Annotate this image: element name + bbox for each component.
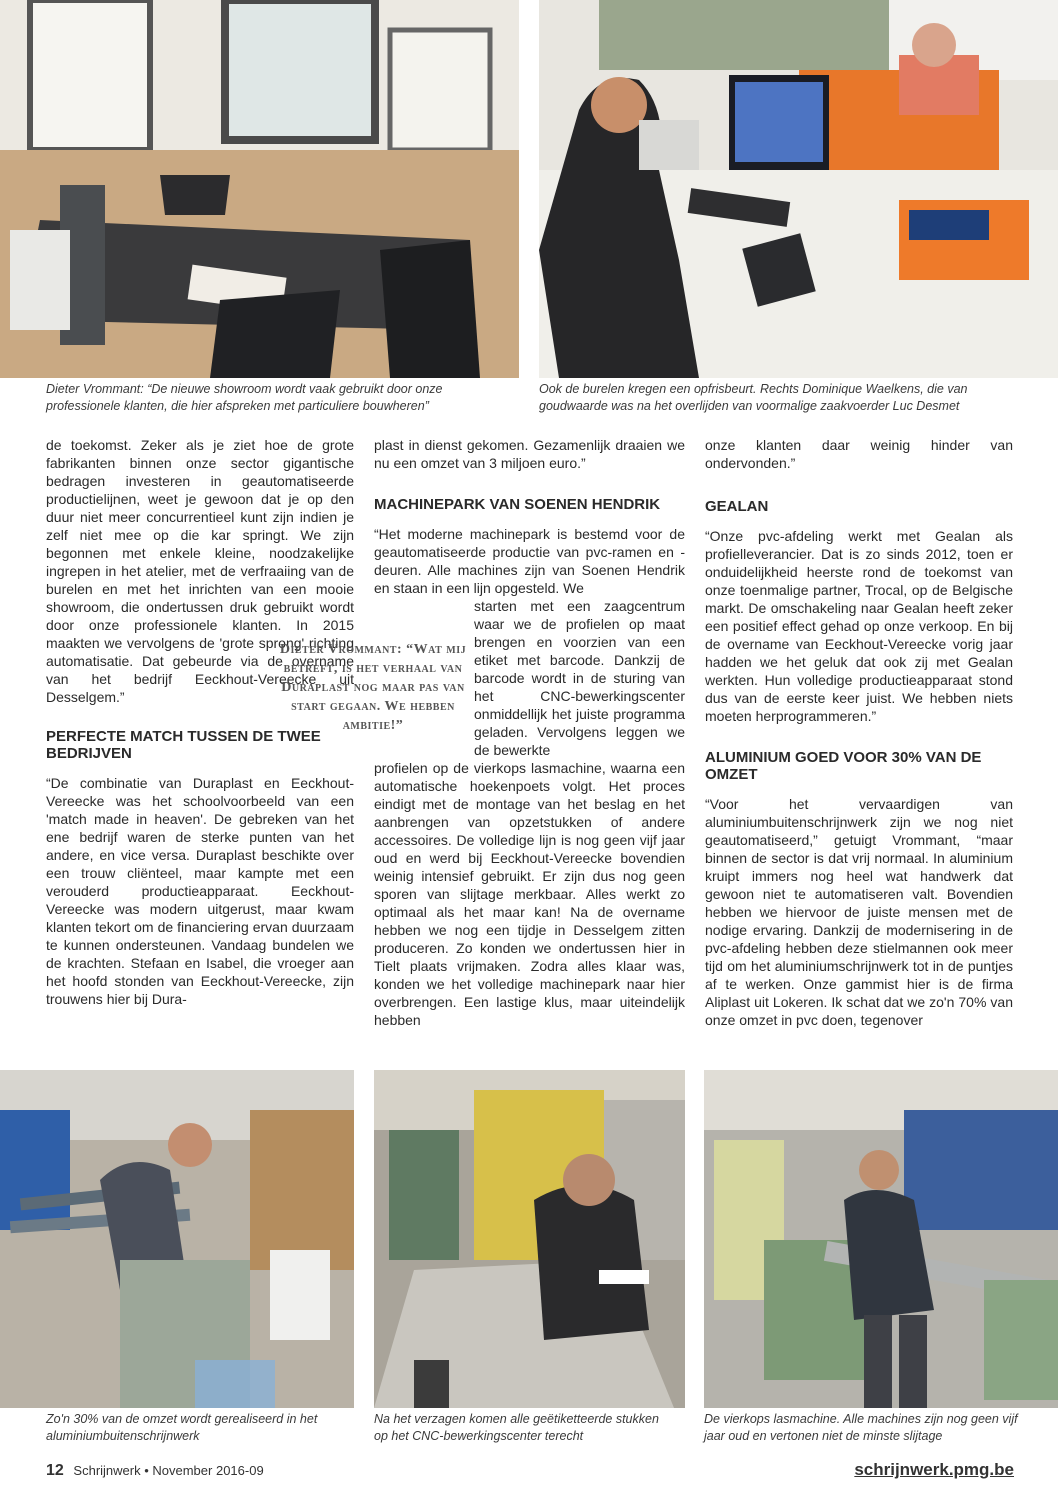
- column3-paragraph-aluminium: “Voor het vervaardigen van aluminiumbuitenschrijnwerk zijn we nog niet geautomatiseerd,” getuigt Vrommant, “maar binnen de sector is dat vrij normaal. In aluminium kruipt immers nog heel wat handwerk dat gewoon niet te automatiseren valt. Bovendien hebben we hiervoor de juiste mensen met de nodige ervaring. Dankzij de modernisering in de pvc-afdeling hebben deze stielmannen ook meer tijd om het aluminiumschrijnwerk tot in de puntjes af te werken. Onze gammist hier is de firma Aliplast uit Lokeren. Ik schat dat we zo'n 70% van onze omzet in pvc doen, tegenover: [705, 796, 1013, 1028]
- office-photo: [539, 0, 1058, 378]
- cnc-center-caption: Na het verzagen komen alle geëtiketteerde stukken op het CNC-bewerkingscenter terecht: [374, 1412, 659, 1443]
- heading-aluminium: ALUMINIUM GOED VOOR 30% VAN DE OMZET: [705, 749, 982, 783]
- column3-paragraph-gealan: “Onze pvc-afdeling werkt met Gealan als profielleverancier. Dat is zo sinds 2012, toen er onduidelijkheid heerste rond de toekomst van onze toenmalige partner, Trocal, op de Belgische markt. De omschakeling naar Gealan heeft zeker een positief effect gehad op onze verkoop. En bij de overname van Eeckhout-Vereecke vorig jaar hadden we het geluk dat ook zij met Gealan werkten. Hun volledige productieapparaat stond dus van de eerste keer juist. We hebben niets moeten herprogrammeren.”: [705, 528, 1013, 724]
- showroom-caption: Dieter Vrommant: “De nieuwe showroom wordt vaak gebruikt door onze professionele klanten, die hier afspreken met particuliere bouwheren”: [46, 382, 443, 413]
- page-number: 12: [46, 1462, 64, 1479]
- heading-perfecte-match: PERFECTE MATCH TUSSEN DE TWEE BEDRIJVEN: [46, 728, 321, 762]
- heading-gealan: GEALAN: [705, 498, 769, 515]
- column2-paragraph-omzet: plast in dienst gekomen. Gezamenlijk draaien we nu een omzet van 3 miljoen euro.”: [374, 437, 685, 471]
- cnc-center-photo: [374, 1070, 685, 1408]
- column1-paragraph-combinatie: “De combinatie van Duraplast en Eeckhout-Vereecke was het schoolvoorbeeld van een 'match made in heaven'. De gebreken van het ene bedrijf waren de sterke punten van het andere, en vice versa. Duraplast beschikte over een trouw cliënteel, maar kampte met een verouderd productieapparaat. Eeckhout-Vereecke was modern uitgerust, maar kwam klanten tekort om de financiering ervan duurzaam te kunnen ondersteunen. Vandaag bundelen we de krachten. Stefaan en Isabel, die vroeger aan het hoofd stonden van Eeckhout-Vereecke, zijn trouwens hier bij Dura-: [46, 775, 354, 1007]
- column2-paragraph-machinepark-b: starten met een zaagcentrum waar we de profielen op maat brengen en voorzien van een etiket met barcode. Dankzij de barcode wordt in de sturing van het CNC-bewerkingscenter onmiddellijk het juiste programma geladen. Vervolgens leggen we de bewerkte: [474, 598, 685, 758]
- website-link[interactable]: schrijnwerk.pmg.be: [854, 1460, 1014, 1479]
- article-column-3: [705, 436, 1013, 1029]
- aluminium-workshop-photo: [0, 1070, 354, 1408]
- showroom-photo: [0, 0, 519, 378]
- page-footer-info: [46, 1462, 264, 1480]
- heading-machinepark: MACHINEPARK VAN SOENEN HENDRIK: [374, 496, 661, 513]
- column1-paragraph-intro: de toekomst. Zeker als je ziet hoe de grote fabrikanten binnen onze sector gigantische bedragen investeren in geautomatiseerde productielijnen, weet je gewoon dat je op den duur niet meer concurrentieel kunt zijn indien je zelf niet mee op die kar springt. We zijn begonnen met enkele kleine, noodzakelijke ingrepen in het atelier, met de verfraaiing van de burelen en met het inrichten van een mooie showroom, die ondertussen druk gebruikt wordt door onze professionele klanten. In 2015 maakten we vervolgens de 'grote sprong' richting automatisatie. Dat gebeurde via de overname van het bedrijf Eeckhout-Vereecke uit Desselgem.”: [46, 437, 354, 705]
- column2-paragraph-machinepark-a: “Het moderne machinepark is bestemd voor de geautomatiseerde productie van pvc-ramen en -deuren. Alle machines zijn van Soenen Hendrik en staan in een lijn opgesteld. We: [374, 526, 685, 596]
- aluminium-workshop-caption: Zo'n 30% van de omzet wordt gerealiseerd in het aluminiumbuitenschrijnwerk: [46, 1412, 318, 1443]
- welding-machine-caption: De vierkops lasmachine. Alle machines zijn nog geen vijf jaar oud en vertonen niet de minste slijtage: [704, 1412, 1018, 1443]
- publication-name: Schrijnwerk • November 2016-09: [73, 1463, 264, 1478]
- column2-paragraph-machinepark-c: profielen op de vierkops lasmachine, waarna een automatische hoekenpoets volgt. Het proces eindigt met de montage van het beslag en het aanbrengen van opzetstukken of andere accessoires. De volledige lijn is nog geen vijf jaar oud en werd bij Eeckhout-Vereecke bovendien weinig intensief gebruikt. Er zijn dus nog geen sporen van slijtage merkbaar. Alles werkt zo optimaal als het maar kan! Na de overname hebben we nog een tijdje in Desselgem zitten produceren. Zo konden we ondertussen hier in Tielt plaats vrijmaken. Zodra alles klaar was, konden we het volledige machinepark naar hier overbrengen. Een lastige klus, maar uiteindelijk hebben: [374, 760, 685, 1028]
- column3-paragraph-hinder: onze klanten daar weinig hinder van ondervonden.”: [705, 437, 1013, 471]
- welding-machine-photo: [704, 1070, 1058, 1408]
- pull-quote: Dieter Vrommant: “Wat mij betreft, is het verhaal van Duraplast nog maar pas van start gegaan. We hebben ambitie!”: [279, 642, 467, 733]
- office-caption: Ook de burelen kregen een opfrisbeurt. Rechts Dominique Waelkens, die van goudwaarde was na het overlijden van voormalige zaakvoerder Luc Desmet: [539, 382, 968, 413]
